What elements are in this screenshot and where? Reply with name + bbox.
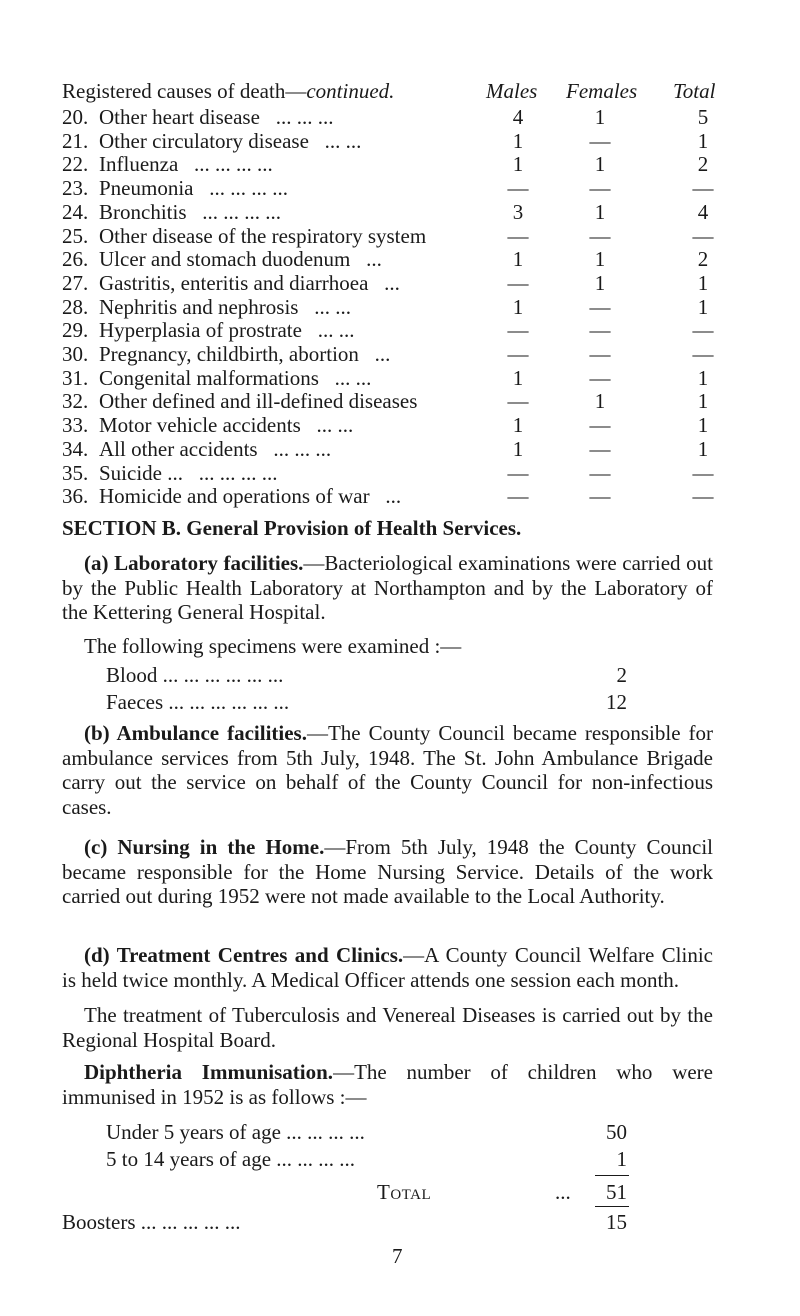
cause-row: [0, 484, 800, 508]
ambulance-heading: (b) Ambulance facilities.: [84, 721, 307, 745]
row-number: 34.: [62, 436, 89, 461]
females-value: 1: [594, 247, 606, 272]
males-value: —: [507, 484, 529, 509]
cause-row: [0, 389, 800, 413]
lab-paragraph: [62, 551, 713, 625]
row-number: 26.: [62, 247, 89, 272]
total-label: Total: [377, 1180, 432, 1204]
females-value: —: [589, 318, 611, 343]
males-value: —: [507, 342, 529, 366]
females-value: —: [589, 128, 611, 153]
row-number: 20.: [62, 105, 89, 129]
total-value: 51: [606, 1180, 627, 1204]
females-value: —: [589, 365, 611, 390]
females-value: —: [589, 413, 611, 438]
cause-label: Other defined and ill-defined diseases: [99, 389, 418, 414]
males-value: —: [507, 460, 529, 485]
row-number: 31.: [62, 365, 89, 390]
total-value: 2: [697, 152, 709, 177]
males-value: 3: [512, 199, 524, 224]
total-value: 2: [697, 247, 709, 272]
total-value: —: [692, 223, 714, 248]
row-number: 21.: [62, 128, 89, 153]
row-number: 33.: [62, 413, 89, 438]
lab-text: —Bacteriological examinations were carried out by the Public Health Laboratory at Northampton and by the Laboratory of the Kettering General Hospital.: [62, 551, 713, 624]
ambulance-paragraph: [62, 721, 713, 819]
table-title: Registered causes of death—continued.: [62, 79, 395, 103]
males-value: —: [507, 223, 529, 248]
row-number: 36.: [62, 484, 89, 509]
females-value: —: [589, 460, 611, 485]
total-rule-bottom: [595, 1206, 629, 1207]
cause-row: [0, 224, 800, 248]
cause-row: [0, 105, 800, 129]
cause-label: Other heart disease ... ... ...: [99, 105, 334, 129]
cause-row: [0, 366, 800, 390]
col-females-header: Females: [566, 79, 638, 103]
col-total-header: Total: [673, 79, 716, 103]
diphtheria-paragraph: [62, 1060, 713, 1109]
females-value: 1: [594, 199, 606, 224]
row-number: 24.: [62, 199, 89, 224]
total-value: —: [692, 318, 714, 343]
cause-label: Other disease of the respiratory system: [99, 223, 427, 248]
nursing-paragraph: [62, 835, 713, 909]
diphtheria-text: —The number of children who were immunised in 1952 is as follows :—: [62, 1060, 713, 1109]
total-dots: ...: [555, 1180, 571, 1204]
total-value: 1: [697, 294, 709, 319]
males-value: 1: [512, 247, 524, 272]
cause-row: [0, 342, 800, 366]
row-number: 35.: [62, 460, 89, 485]
specimens-intro: The following specimens were examined :—: [84, 634, 462, 658]
males-value: 4: [512, 105, 524, 129]
cause-row: [0, 271, 800, 295]
cause-row: [0, 461, 800, 485]
males-value: —: [507, 389, 529, 414]
females-value: 1: [594, 270, 606, 295]
males-value: 1: [512, 294, 524, 319]
males-value: —: [507, 270, 529, 295]
total-value: —: [692, 342, 714, 366]
females-value: —: [589, 484, 611, 509]
treatment-heading: (d) Treatment Centres and Clinics.: [84, 943, 404, 967]
cause-row: [0, 152, 800, 176]
total-value: —: [692, 484, 714, 509]
females-value: —: [589, 176, 611, 201]
treatment-paragraph-2: The treatment of Tuberculosis and Venereal Diseases is carried out by the Regional Hospital Board.: [62, 1003, 713, 1052]
males-value: 1: [512, 413, 524, 438]
lab-heading: (a) Laboratory facilities.: [84, 551, 304, 575]
total-value: 1: [697, 128, 709, 153]
cause-row: [0, 247, 800, 271]
total-value: 1: [697, 389, 709, 414]
males-value: 1: [512, 152, 524, 177]
cause-label: Other circulatory disease ... ...: [99, 128, 362, 153]
cause-label: Congenital malformations ... ...: [99, 365, 372, 390]
nursing-heading: (c) Nursing in the Home.: [84, 835, 325, 859]
section-b-heading: SECTION B. General Provision of Health Services.: [62, 516, 522, 540]
cause-label: Hyperplasia of prostrate ... ...: [99, 318, 355, 343]
females-value: —: [589, 342, 611, 366]
females-value: —: [589, 436, 611, 461]
nursing-text: —From 5th July, 1948 the County Council became responsible for the Home Nursing Service. Details of the work carried out during 1952 were not made available to the Local Authority.: [62, 835, 713, 908]
row-number: 25.: [62, 223, 89, 248]
row-number: 32.: [62, 389, 89, 414]
total-value: 1: [697, 270, 709, 295]
cause-label: Nephritis and nephrosis ... ...: [99, 294, 351, 319]
total-value: —: [692, 460, 714, 485]
total-value: 1: [697, 365, 709, 390]
total-value: 5: [697, 105, 709, 129]
males-value: —: [507, 176, 529, 201]
cause-label: Pregnancy, childbirth, abortion ...: [99, 342, 391, 366]
cause-label: Influenza ... ... ... ...: [99, 152, 273, 177]
males-value: —: [507, 318, 529, 343]
cause-label: All other accidents ... ... ...: [99, 436, 332, 461]
females-value: —: [589, 294, 611, 319]
page-number: 7: [392, 1244, 403, 1268]
cause-label: Homicide and operations of war ...: [99, 484, 402, 509]
ambulance-text: —The County Council became responsible for ambulance services from 5th July, 1948. The St. John Ambulance Brigade carry out the service on behalf of the County Council for non-infectious cases.: [62, 721, 713, 819]
row-number: 23.: [62, 176, 89, 201]
row-number: 30.: [62, 342, 89, 366]
cause-row: [0, 176, 800, 200]
col-males-header: Males: [486, 79, 538, 103]
males-value: 1: [512, 365, 524, 390]
row-number: 27.: [62, 270, 89, 295]
cause-label: Bronchitis ... ... ... ...: [99, 199, 281, 224]
total-value: —: [692, 176, 714, 201]
cause-label: Pneumonia ... ... ... ...: [99, 176, 288, 201]
cause-label: Motor vehicle accidents ... ...: [99, 413, 354, 438]
females-value: —: [589, 223, 611, 248]
total-value: 1: [697, 436, 709, 461]
cause-label: Ulcer and stomach duodenum ...: [99, 247, 382, 272]
cause-row: [0, 437, 800, 461]
row-number: 29.: [62, 318, 89, 343]
cause-label: Gastritis, enteritis and diarrhoea ...: [99, 270, 400, 295]
cause-row: [0, 318, 800, 342]
total-rule-top: [595, 1175, 629, 1176]
cause-row: [0, 295, 800, 319]
cause-row: [0, 413, 800, 437]
diphtheria-heading: Diphtheria Immunisation.: [84, 1060, 334, 1084]
total-value: 1: [697, 413, 709, 438]
females-value: 1: [594, 105, 606, 129]
row-number: 22.: [62, 152, 89, 177]
row-number: 28.: [62, 294, 89, 319]
cause-row: [0, 129, 800, 153]
cause-row: [0, 200, 800, 224]
treatment-text: —A County Council Welfare Clinic is held twice monthly. A Medical Officer attends one session each month.: [62, 943, 713, 992]
treatment-paragraph: [62, 943, 713, 992]
total-value: 4: [697, 199, 709, 224]
females-value: 1: [594, 389, 606, 414]
females-value: 1: [594, 152, 606, 177]
males-value: 1: [512, 436, 524, 461]
cause-label: Suicide ... ... ... ... ...: [99, 460, 278, 485]
males-value: 1: [512, 128, 524, 153]
